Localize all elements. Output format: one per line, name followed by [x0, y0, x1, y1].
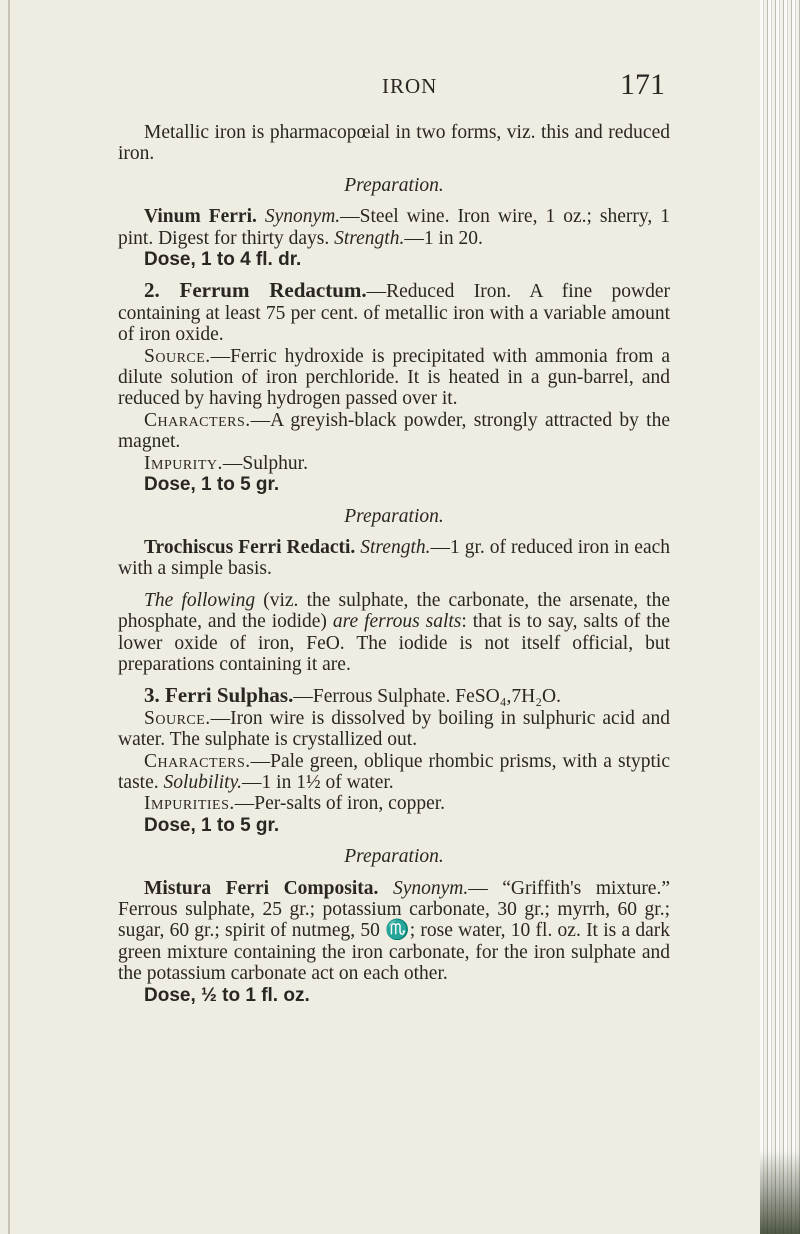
trochiscus-title: Trochiscus Ferri Redacti.	[144, 536, 356, 558]
following-list: (viz. the sulphate, the carbonate, the arsenate, the phosphate, and the iodide)	[118, 589, 670, 633]
following-label: The following	[144, 589, 256, 611]
ferrous-salts-paragraph	[118, 590, 670, 676]
vinum-ferri-title: Vinum Ferri.	[144, 206, 257, 228]
ferrous-salts-text: : that is to say, salts of the lower oxide of iron, FeO. The iodide is not itself official, but preparations containing it are.	[118, 611, 671, 675]
trochiscus-paragraph	[118, 537, 670, 580]
impurities-paragraph	[118, 793, 670, 814]
ferri-sulphas-text: —Ferrous Sulphate. FeSO₄,7H₂O.	[293, 686, 561, 708]
strength-label: Strength.	[360, 536, 431, 558]
ferrum-redactum-paragraph	[118, 280, 670, 345]
vinum-strength-value: —1 in 20.	[404, 227, 483, 249]
vinum-ferri-paragraph	[118, 206, 670, 249]
mistura-title: Mistura Ferri Composita.	[144, 877, 379, 899]
source-label: Source.	[144, 707, 211, 729]
page-edge-shadow	[760, 1150, 800, 1234]
running-head: IRON	[382, 74, 438, 98]
source-text: —Iron wire is dissolved by boiling in sulphuric acid and water. The sulphate is crystallized out.	[118, 707, 670, 751]
source-label: Source.	[144, 345, 211, 367]
source-paragraph	[118, 708, 670, 751]
impurity-text: —Sulphur.	[222, 452, 308, 474]
characters-text: —Pale green, oblique rhombic prisms, with a styptic taste.	[118, 750, 670, 793]
vinum-ferri-text: —Steel wine. Iron wire, 1 oz.; sherry, 1 pint. Digest for thirty days.	[118, 206, 670, 249]
impurity-paragraph	[118, 453, 670, 474]
solubility-label: Solubility.	[163, 771, 243, 793]
dose-line: Dose, 1 to 5 gr.	[144, 814, 280, 836]
characters-label: Characters.	[144, 409, 251, 431]
page-edge	[760, 0, 800, 1234]
characters-paragraph	[118, 751, 670, 794]
dose-line: Dose, ½ to 1 fl. oz.	[144, 984, 310, 1006]
trochiscus-text: —1 gr. of reduced iron in each with a simple basis.	[118, 536, 670, 580]
characters-label: Characters.	[144, 750, 251, 772]
page-header	[0, 68, 760, 112]
source-paragraph	[118, 346, 670, 410]
ferrous-salts-label: are ferrous salts	[332, 611, 462, 633]
impurities-text: —Per-salts of iron, copper.	[234, 793, 446, 815]
characters-text: —A greyish-black powder, strongly attracted by the magnet.	[118, 409, 670, 453]
synonym-label: Synonym.	[264, 206, 341, 228]
impurity-label: Impurity.	[144, 452, 223, 474]
ferri-sulphas-heading: 3. Ferri Sulphas.	[144, 683, 294, 708]
page-body	[118, 122, 670, 1006]
impurities-label: Impurities.	[144, 793, 235, 815]
ferrum-redactum-text: —Reduced Iron. A fine powder containing at least 75 per cent. of metallic iron with a variable amount of iron oxide.	[118, 281, 670, 346]
preparation-heading: Preparation.	[344, 505, 444, 527]
dose-line: Dose, 1 to 5 gr.	[144, 474, 280, 496]
synonym-label: Synonym.	[392, 877, 469, 899]
mistura-text: — “Griffith's mixture.” Ferrous sulphate, 25 gr.; potassium carbonate, 30 gr.; myrrh, 60 gr.; sugar, 60 gr.; spirit of nutmeg, 50 ♏; rose water, 10 fl. oz. It is a dark green mixture containing the iron carbonate, for the iron sulphate and the potassium carbonate act on each other.	[118, 877, 670, 985]
page-number: 171	[620, 68, 665, 101]
intro-paragraph: Metallic iron is pharmacopœial in two forms, viz. this and reduced iron.	[118, 122, 670, 165]
source-text: —Ferric hydroxide is precipitated with ammonia from a dilute solution of iron perchloride. It is heated in a gun-barrel, and reduced by having hydrogen passed over it.	[118, 345, 670, 410]
solubility-text: —1 in 1½ of water.	[242, 771, 394, 793]
ferrum-redactum-heading: 2. Ferrum Redactum.	[144, 278, 367, 303]
preparation-heading: Preparation.	[344, 846, 444, 868]
dose-line: Dose, 1 to 4 fl. dr.	[144, 249, 302, 271]
strength-label: Strength.	[334, 227, 405, 249]
page-border-line	[8, 0, 10, 1234]
characters-paragraph	[118, 410, 670, 453]
mistura-paragraph	[118, 878, 670, 985]
ferri-sulphas-paragraph	[118, 685, 670, 707]
preparation-heading: Preparation.	[344, 174, 444, 196]
